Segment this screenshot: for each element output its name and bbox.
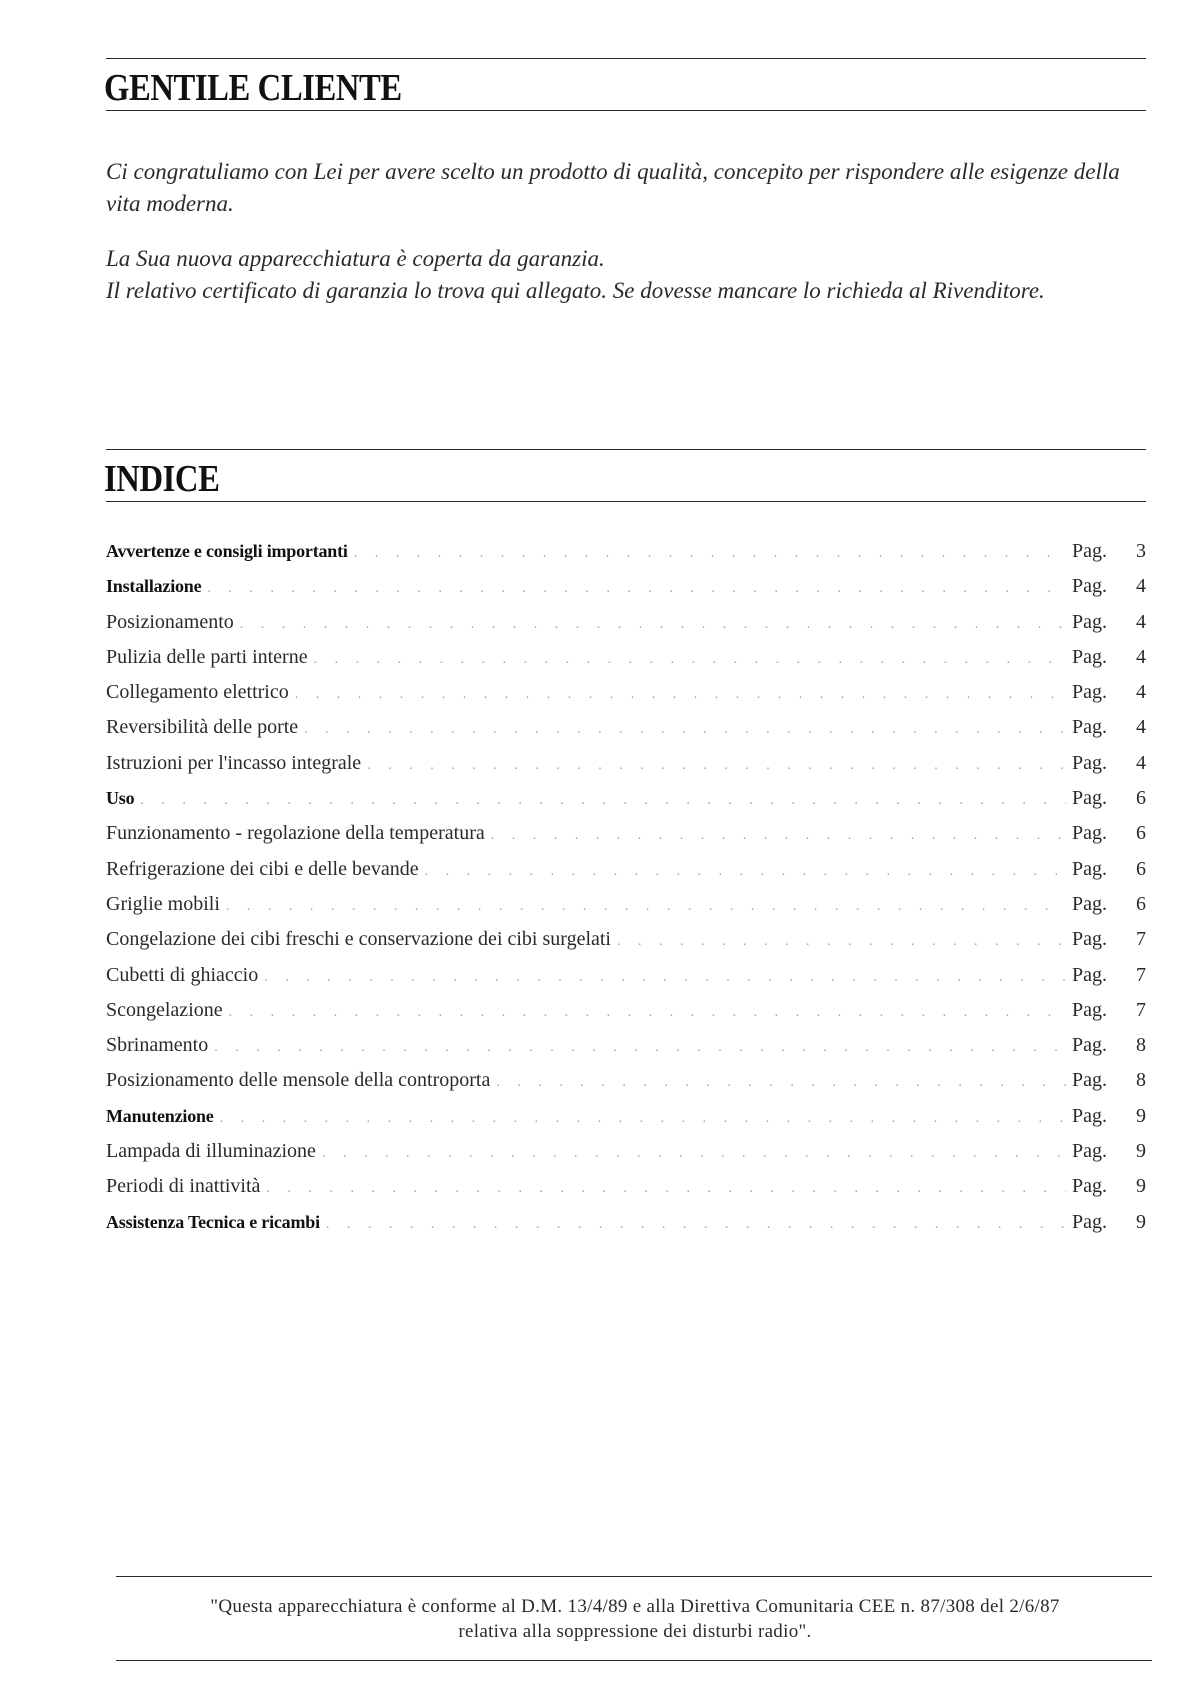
toc-leader-dots: [367, 758, 1066, 774]
toc-entry: [106, 646, 1146, 681]
toc-page-prefix: Pag.: [1072, 998, 1107, 1021]
toc-entry: [106, 575, 1146, 610]
toc-entry-label: Congelazione dei cibi freschi e conservazione dei cibi surgelati: [106, 928, 611, 951]
toc-entry-label: Refrigerazione dei cibi e delle bevande: [106, 857, 419, 880]
toc-entry-label: Scongelazione: [106, 998, 223, 1021]
toc-page-prefix: Pag.: [1072, 963, 1107, 986]
toc-page-number: 8: [1136, 1034, 1146, 1057]
toc-page-number: 9: [1136, 1175, 1146, 1198]
intro-paragraph-1: Ci congratuliamo con Lei per avere scelto un prodotto di qualità, concepito per rispondere alle esigenze della vita moderna.: [106, 159, 1120, 216]
toc-page-prefix: Pag.: [1072, 1034, 1107, 1057]
toc-page-number: 6: [1136, 892, 1146, 915]
index-title: INDICE: [104, 458, 220, 500]
toc-entry: [106, 1034, 1146, 1069]
toc-leader-dots: [140, 793, 1066, 809]
table-of-contents: [106, 540, 1146, 1246]
toc-page-number: 7: [1136, 998, 1146, 1021]
toc-leader-dots: [496, 1075, 1066, 1091]
toc-page-number: 9: [1136, 1104, 1146, 1127]
toc-page-prefix: Pag.: [1072, 681, 1107, 704]
warranty-line-2: Il relativo certificato di garanzia lo trova qui allegato. Se dovesse mancare lo richieda al Rivenditore.: [106, 278, 1045, 303]
toc-entry-label: Posizionamento delle mensole della controporta: [106, 1069, 491, 1092]
toc-page-prefix: Pag.: [1072, 540, 1107, 562]
toc-leader-dots: [207, 581, 1066, 597]
toc-entry-label: Reversibilità delle porte: [106, 716, 299, 739]
toc-leader-dots: [326, 1217, 1066, 1233]
toc-entry: [106, 928, 1146, 963]
toc-leader-dots: [491, 828, 1066, 844]
toc-leader-dots: [354, 546, 1066, 562]
footer-top-rule: [116, 1576, 1152, 1577]
toc-page-number: 4: [1136, 610, 1146, 633]
toc-page-number: 6: [1136, 857, 1146, 880]
toc-page-number: 9: [1136, 1210, 1146, 1233]
toc-entry-label: Installazione: [106, 576, 202, 597]
toc-page-number: 7: [1136, 963, 1146, 986]
toc-page-number: 3: [1136, 540, 1146, 562]
toc-page-number: 8: [1136, 1069, 1146, 1092]
toc-page-prefix: Pag.: [1072, 716, 1107, 739]
toc-entry-label: Posizionamento: [106, 610, 234, 633]
toc-leader-dots: [304, 722, 1066, 738]
index-bottom-rule: [106, 501, 1146, 502]
toc-leader-dots: [226, 899, 1066, 915]
index-top-rule: [106, 449, 1146, 450]
toc-page-prefix: Pag.: [1072, 857, 1107, 880]
toc-entry: [106, 964, 1146, 999]
toc-entry: [106, 999, 1146, 1034]
toc-page-prefix: Pag.: [1072, 822, 1107, 845]
toc-leader-dots: [229, 1005, 1066, 1021]
toc-entry: [106, 1211, 1146, 1246]
toc-entry-label: Istruzioni per l'incasso integrale: [106, 751, 362, 774]
toc-entry-label: Avvertenze e consigli importanti: [106, 541, 348, 561]
toc-entry-label: Collegamento elettrico: [106, 681, 289, 704]
toc-entry-label: Funzionamento - regolazione della temperatura: [106, 822, 485, 845]
toc-page-prefix: Pag.: [1072, 1104, 1107, 1127]
toc-leader-dots: [425, 864, 1066, 880]
toc-leader-dots: [266, 1181, 1066, 1197]
toc-entry: [106, 893, 1146, 928]
compliance-note: [120, 1594, 1150, 1644]
toc-page-number: 4: [1136, 575, 1146, 598]
toc-entry: [106, 1105, 1146, 1140]
toc-page-number: 6: [1136, 822, 1146, 845]
compliance-line-2: relativa alla soppressione dei disturbi radio".: [458, 1621, 812, 1642]
toc-leader-dots: [264, 970, 1066, 986]
toc-page-number: 6: [1136, 787, 1146, 810]
toc-entry-label: Pulizia delle parti interne: [106, 645, 308, 668]
compliance-line-1: "Questa apparecchiatura è conforme al D.M. 13/4/89 e alla Direttiva Comunitaria CEE n. 87/308 del 2/6/87: [210, 1596, 1060, 1617]
toc-entry-label: Sbrinamento: [106, 1034, 209, 1057]
toc-leader-dots: [617, 934, 1066, 950]
toc-entry: [106, 1140, 1146, 1175]
toc-leader-dots: [314, 652, 1066, 668]
toc-leader-dots: [214, 1040, 1066, 1056]
toc-page-prefix: Pag.: [1072, 1210, 1107, 1233]
toc-entry: [106, 681, 1146, 716]
toc-entry-label: Assistenza Tecnica e ricambi: [106, 1211, 320, 1232]
toc-page-prefix: Pag.: [1072, 1069, 1107, 1092]
toc-page-number: 4: [1136, 716, 1146, 739]
toc-page-prefix: Pag.: [1072, 1175, 1107, 1198]
toc-page-number: 4: [1136, 751, 1146, 774]
toc-leader-dots: [295, 687, 1066, 703]
toc-entry-label: Griglie mobili: [106, 892, 220, 915]
toc-page-prefix: Pag.: [1072, 610, 1107, 633]
toc-page-prefix: Pag.: [1072, 645, 1107, 668]
toc-page-prefix: Pag.: [1072, 575, 1107, 598]
toc-entry: [106, 1069, 1146, 1104]
toc-entry-label: Lampada di illuminazione: [106, 1140, 316, 1163]
toc-entry-label: Manutenzione: [106, 1105, 214, 1126]
toc-page-number: 4: [1136, 645, 1146, 668]
toc-page-number: 9: [1136, 1140, 1146, 1163]
toc-entry-label: Periodi di inattività: [106, 1175, 261, 1198]
toc-page-prefix: Pag.: [1072, 751, 1107, 774]
toc-entry: [106, 1175, 1146, 1210]
toc-page-number: 4: [1136, 681, 1146, 704]
toc-entry: [106, 540, 1146, 575]
header-top-rule: [106, 58, 1146, 59]
toc-entry: [106, 858, 1146, 893]
toc-page-prefix: Pag.: [1072, 787, 1107, 810]
greeting-intro: [106, 156, 1146, 220]
toc-page-prefix: Pag.: [1072, 1140, 1107, 1163]
toc-entry-label: Cubetti di ghiaccio: [106, 963, 259, 986]
toc-leader-dots: [220, 1111, 1066, 1127]
toc-entry: [106, 611, 1146, 646]
toc-page-prefix: Pag.: [1072, 928, 1107, 951]
toc-page-number: 7: [1136, 928, 1146, 951]
footer-bottom-rule: [116, 1660, 1152, 1661]
toc-entry-label: Uso: [106, 788, 135, 809]
toc-page-prefix: Pag.: [1072, 892, 1107, 915]
header-bottom-rule: [106, 110, 1146, 111]
toc-entry: [106, 716, 1146, 751]
toc-entry: [106, 822, 1146, 857]
toc-entry: [106, 787, 1146, 822]
toc-leader-dots: [322, 1146, 1066, 1162]
toc-leader-dots: [240, 617, 1066, 633]
toc-entry: [106, 752, 1146, 787]
greeting-title: GENTILE CLIENTE: [104, 67, 402, 109]
warranty-line-1: La Sua nuova apparecchiatura è coperta da garanzia.: [106, 246, 605, 271]
warranty-note: [106, 243, 1146, 307]
